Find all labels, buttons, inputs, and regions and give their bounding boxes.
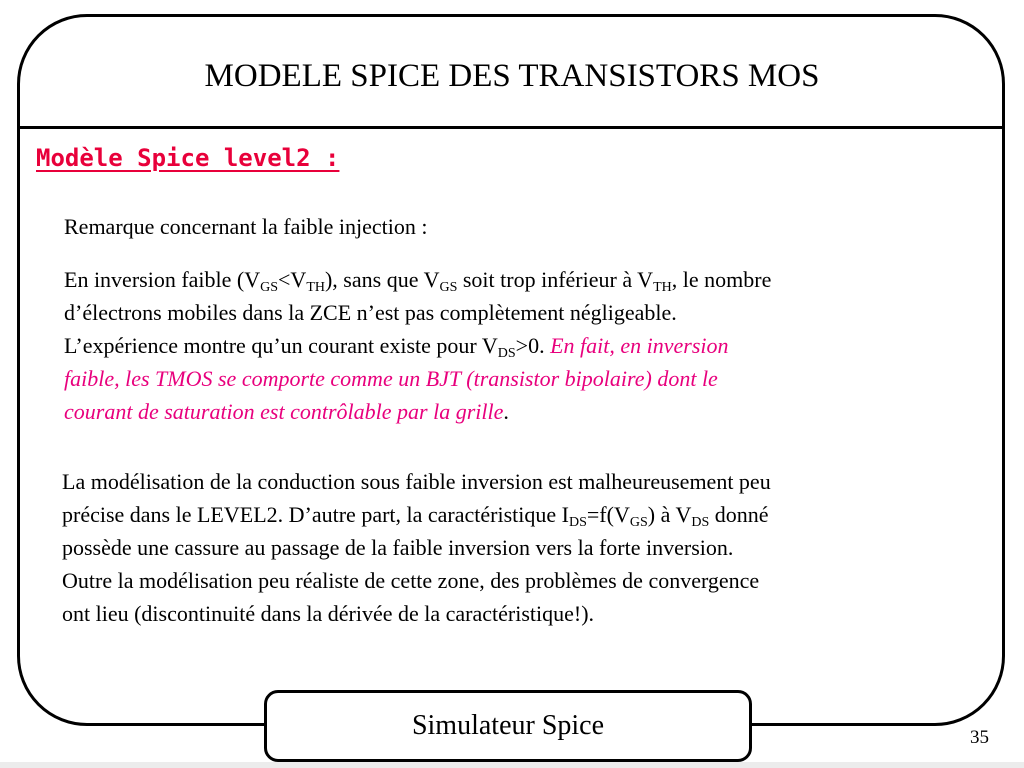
text-line: ont lieu (discontinuité dans la dérivée de la caractéristique!). [62,601,595,626]
text-line: possède une cassure au passage de la faible inversion vers la forte inversion. [62,535,734,560]
text-line: courant de saturation est contrôlable par la grille. [64,399,509,424]
text-line: d’électrons mobiles dans la ZCE n’est pas complètement négligeable. [64,300,677,325]
highlighted-note: courant de saturation est contrôlable par la grille [64,399,504,424]
text-line: précise dans le LEVEL2. D’autre part, la caractéristique $I_{DS}=f(V_{GS})$ à $V_{DS}$ donné [62,502,769,530]
text-line: La modélisation de la conduction sous faible inversion est malheureusement peu [62,469,771,494]
slide-title: MODELE SPICE DES TRANSISTORS MOS [204,58,820,94]
footer-label: Simulateur Spice [264,690,752,762]
page-number: 35 [970,727,989,748]
text-line: Outre la modélisation peu réaliste de cette zone, des problèmes de convergence [62,568,760,593]
section-heading: Modèle Spice level2 : [36,144,340,172]
level2-modeling-paragraph [62,465,997,630]
weak-inversion-paragraph [64,263,999,428]
remark-heading: Remarque concernant la faible injection : [64,214,428,239]
highlighted-note: En fait, en inversion [550,333,729,358]
text-line: En inversion faible $(V_{GS}<V_{TH})$, sans que $V_{GS}$ soit trop inférieur à $V_{TH}$, le nombre [64,267,772,295]
highlighted-note: faible, les TMOS se comporte comme un BJT (transistor bipolaire) dont le [64,366,718,391]
text-line: L’expérience montre qu’un courant existe pour $V_{DS}>0$. En fait, en inversion [64,333,729,361]
bottom-strip [0,762,1024,768]
title-divider [17,126,1005,129]
